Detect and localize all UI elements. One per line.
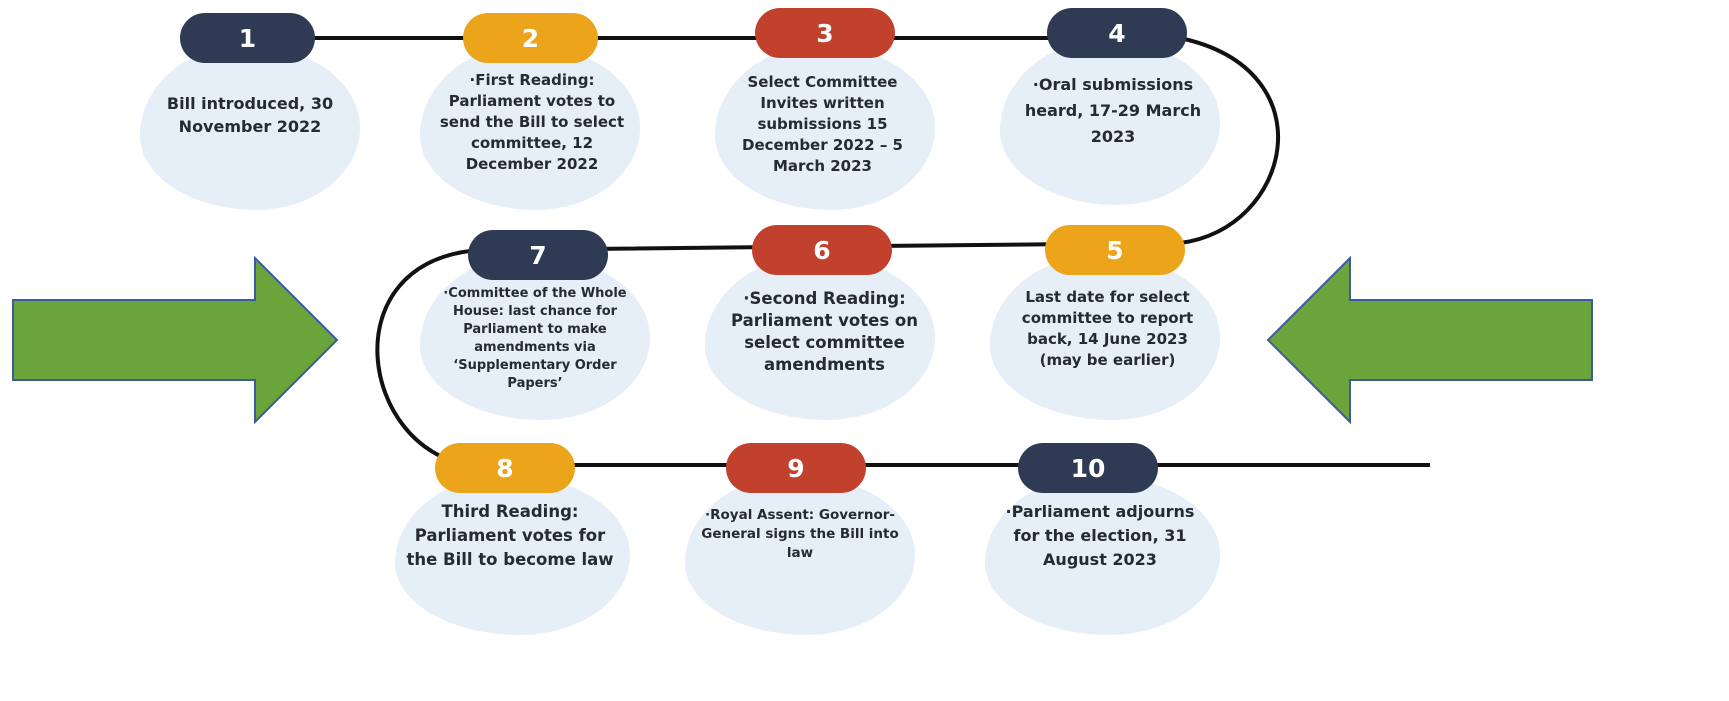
step-3-text: Select Committee Invites written submissions 15 December 2022 – 5 March 2023 bbox=[742, 73, 903, 175]
step-8-number: 8 bbox=[435, 443, 575, 493]
step-1-number: 1 bbox=[180, 13, 315, 63]
step-3-number: 3 bbox=[755, 8, 895, 58]
step-2-text: ·First Reading: Parliament votes to send the Bill to select committee, 12 December 2022 bbox=[439, 71, 625, 173]
step-6-number: 6 bbox=[752, 225, 892, 275]
left-arrow-icon bbox=[1265, 255, 1595, 425]
step-10-number: 10 bbox=[1018, 443, 1158, 493]
step-6-text: ·Second Reading: Parliament votes on select committee amendments bbox=[731, 289, 918, 374]
step-8-text: Third Reading: Parliament votes for the Bill to become law bbox=[406, 502, 614, 569]
step-5-number: 5 bbox=[1045, 225, 1185, 275]
step-1-text: Bill introduced, 30 November 2022 bbox=[166, 94, 334, 136]
step-7-number: 7 bbox=[468, 230, 608, 280]
step-7-text: ·Committee of the Whole House: last chance for Parliament to make amendments via ‘Supplementary Order Papers’ bbox=[443, 286, 627, 391]
step-5-text: Last date for select committee to report back, 14 June 2023 (may be earlier) bbox=[1021, 288, 1194, 369]
step-9-text: ·Royal Assent: Governor-General signs the Bill into law bbox=[701, 507, 899, 561]
step-4-number: 4 bbox=[1047, 8, 1187, 58]
step-10-text: ·Parliament adjourns for the election, 31 August 2023 bbox=[1005, 502, 1195, 569]
right-arrow-icon bbox=[10, 255, 340, 425]
step-2-number: 2 bbox=[463, 13, 598, 63]
step-4-text: ·Oral submissions heard, 17-29 March 2023 bbox=[1024, 75, 1202, 146]
step-9-number: 9 bbox=[726, 443, 866, 493]
